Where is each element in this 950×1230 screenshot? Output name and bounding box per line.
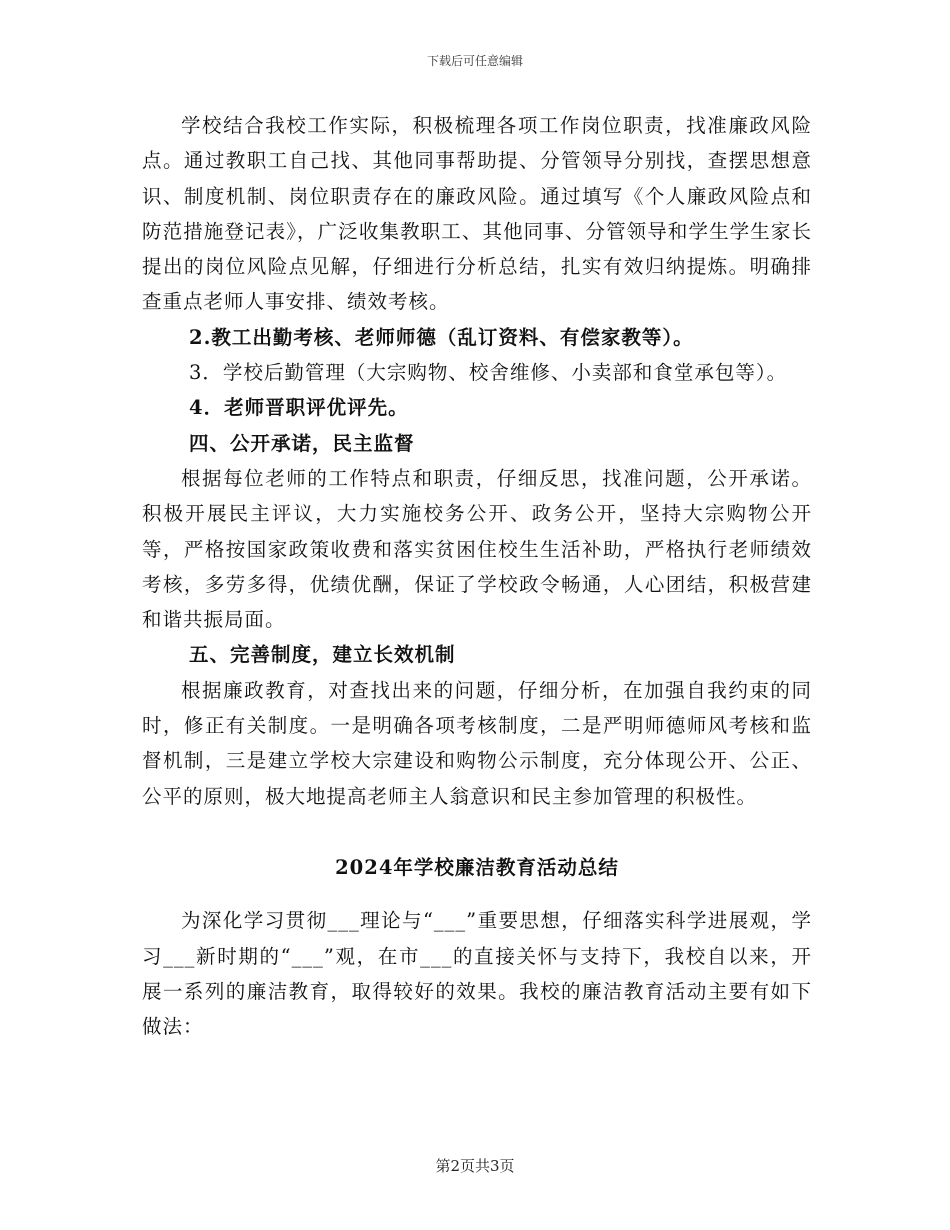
paragraph-system-improvement: 根据廉政教育，对查找出来的问题，仔细分析，在加强自我约束的同时，修正有关制度。一是明确各项考核制度，二是严明师德师风考核和监督机制，三是建立学校大宗建设和购物公示制度，充分体现公开、公正、公平的原则，极大地提高老师主人翁意识和民主参加管理的积极性。 (142, 678, 812, 808)
document-body (142, 108, 812, 1044)
paragraph-risk-points: 学校结合我校工作实际，积极梳理各项工作岗位职责，找准廉政风险点。通过教职工自己找、其他同事帮助提、分管领导分别找，查摆思想意识、制度机制、岗位职责存在的廉政风险。通过填写《个人廉政风险点和防范措施登记表》，广泛收集教职工、其他同事、分管领导和学生学生家长提出的岗位风险点见解，仔细进行分析总结，扎实有效归纳提炼。明确排查重点老师人事安排、绩效考核。 (142, 114, 812, 314)
header-note: 下载后可任意编辑 (426, 54, 523, 68)
article-title: 2024年学校廉洁教育活动总结 (335, 855, 619, 879)
list-item-attendance: 2.教工出勤考核、老师师德（乱订资料、有偿家教等）。 (189, 325, 694, 349)
paragraph-article-intro: 为深化学习贯彻___理论与“___”重要思想，仔细落实科学进展观，学习___新时期的“___”观，在市___的直接关怀与支持下，我校自以来，开展一系列的廉洁教育，取得较好的效果。我校的廉洁教育活动主要有如下做法： (142, 909, 812, 1039)
section-heading-system-improvement: 五、完善制度，建立长效机制 (189, 643, 456, 667)
list-item-logistics: 3．学校后勤管理（大宗购物、校舍维修、小卖部和食堂承包等）。 (189, 361, 788, 385)
page-number: 第2页共3页 (435, 1157, 515, 1175)
section-heading-public-commitment: 四、公开承诺，民主监督 (189, 431, 415, 455)
list-item-promotion: 4．老师晋职评优评先。 (189, 396, 409, 420)
paragraph-public-commitment: 根据每位老师的工作特点和职责，仔细反思，找准问题，公开承诺。积极开展民主评议，大力实施校务公开、政务公开，坚持大宗购物公开等，严格按国家政策收费和落实贫困住校生生活补助，严格执行老师绩效考核，多劳多得，优绩优酬，保证了学校政令畅通，人心团结，积极营建和谐共振局面。 (142, 466, 812, 632)
